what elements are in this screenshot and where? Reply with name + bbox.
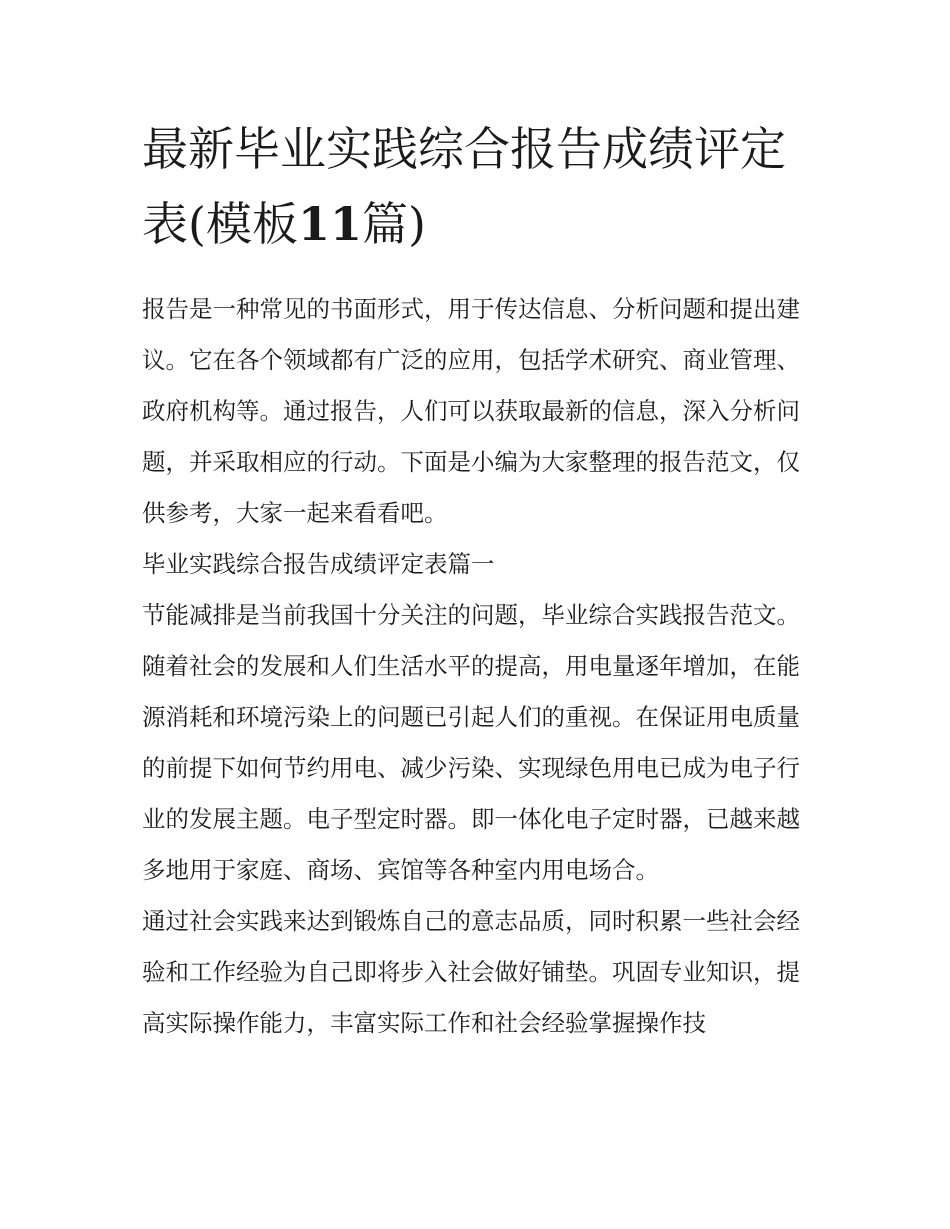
intro-paragraph: 报告是一种常见的书面形式，用于传达信息、分析问题和提出建议。它在各个领域都有广泛的应用，包括学术研究、商业管理、政府机构等。通过报告，人们可以获取最新的信息，深入分析问题，并采取相应的行动。下面是小编为大家整理的报告范文，仅供参考，大家一起来看看吧。 (142, 295, 800, 527)
body-paragraph-1: 节能减排是当前我国十分关注的问题，毕业综合实践报告范文。随着社会的发展和人们生活水平的提高，用电量逐年增加，在能源消耗和环境污染上的问题已引起人们的重视。在保证用电质量的前提下如何节约用电、减少污染、实现绿色用电已成为电子行业的发展主题。电子型定时器。即一体化电子定时器，已越来越多地用于家庭、商场、宾馆等各种室内用电场合。 (142, 601, 800, 884)
body-paragraph-2: 通过社会实践来达到锻炼自己的意志品质，同时积累一些社会经验和工作经验为自己即将步入社会做好铺垫。巩固专业知识，提高实际操作能力，丰富实际工作和社会经验掌握操作技 (142, 907, 800, 1037)
title-text-part2: 篇) (361, 197, 426, 251)
title-text-part1: 最新毕业实践综合报告成绩评定表(模板 (142, 122, 786, 251)
document-page (142, 112, 814, 1049)
section-heading: 毕业实践综合报告成绩评定表篇一 (142, 550, 495, 578)
document-title (142, 112, 814, 262)
title-number: 11 (297, 197, 362, 251)
